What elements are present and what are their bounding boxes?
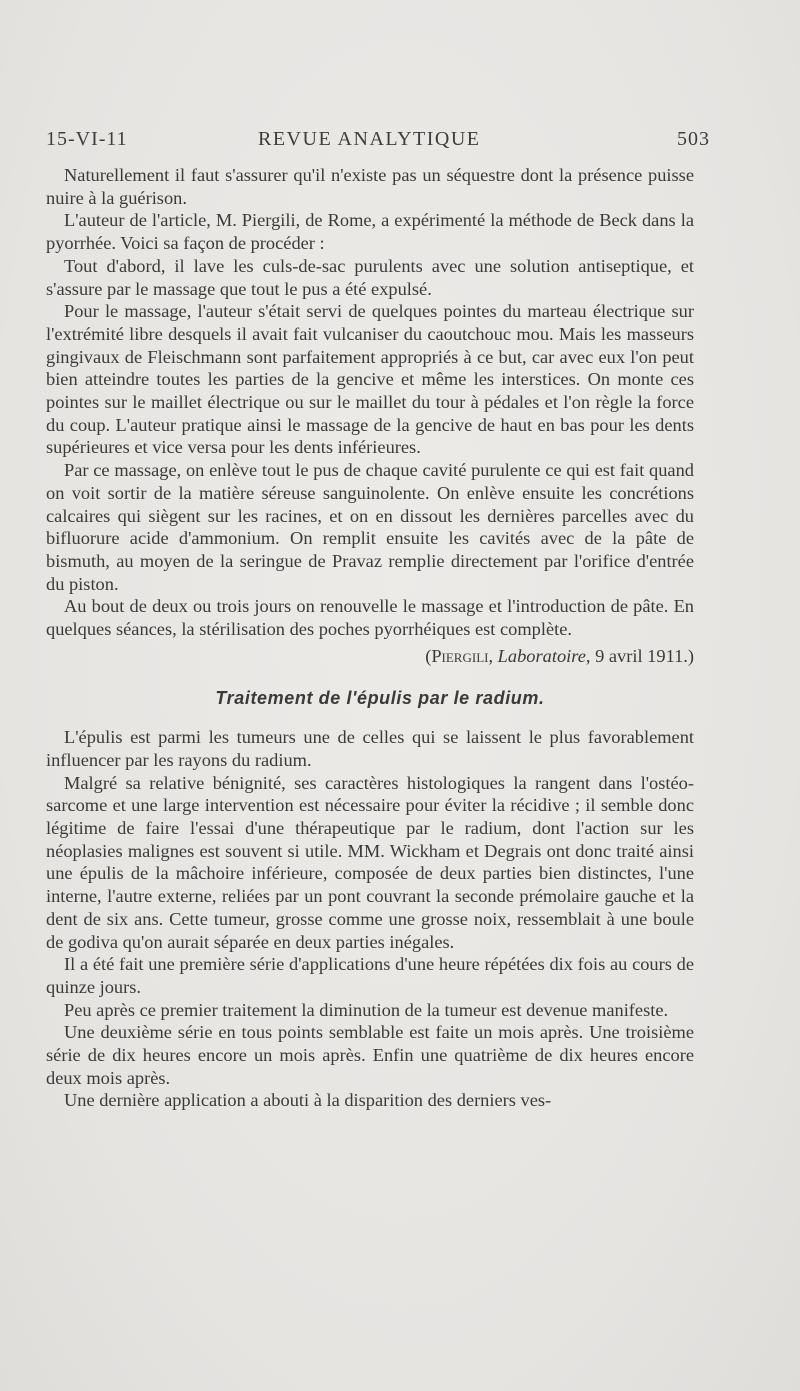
paragraph: Par ce massage, on enlève tout le pus de chaque cavité purulente ce qui est fait quand on voit sortir de la matière séreuse sanguinolente. On enlève ensuite les concrétions calcaires qui siègent sur les racines, et on en dissout les dernières parcelles avec du bifluorure acide d'ammonium. On remplit ensuite les cavités avec de la pâte de bismuth, au moyen de la seringue de Pravaz remplie directement par l'orifice d'entrée du piston. xyxy=(46,460,694,594)
paragraph: L'épulis est parmi les tumeurs une de celles qui se laissent le plus favorablement influencer par les rayons du radium. xyxy=(46,727,694,770)
citation-source: Laboratoire xyxy=(497,645,586,666)
paragraph: Naturellement il faut s'assurer qu'il n'existe pas un séquestre dont la présence puisse nuire à la guérison. xyxy=(46,165,694,208)
page-body xyxy=(46,164,694,1112)
paragraph: Pour le massage, l'auteur s'était servi de quelques pointes du marteau électrique sur l'extrémité libre desquels il avait fait vulcaniser du caoutchouc mou. Mais les masseurs gingivaux de Fleischmann sont parfaitement appropriés à ce but, car avec eux l'on peut bien atteindre toutes les parties de la gencive et même les interstices. On monte ces pointes sur le maillet électrique ou sur le maillet du tour à pédales et l'on règle la force du coup. L'auteur pratique ainsi le massage de la gencive de haut en bas pour les dents supérieures et vice versa pour les dents inférieures. xyxy=(46,301,694,458)
page-number: 503 xyxy=(677,128,710,150)
citation-date: , 9 avril 1911.) xyxy=(585,645,694,666)
citation xyxy=(46,645,694,668)
paragraph: L'auteur de l'article, M. Piergili, de Rome, a expérimenté la méthode de Beck dans la pyorrhée. Voici sa façon de procéder : xyxy=(46,210,694,254)
paragraph: Tout d'abord, il lave les culs-de-sac purulents avec une solution antiseptique, et s'assure par le massage que tout le pus a été expulsé. xyxy=(46,255,694,299)
citation-separator: , xyxy=(488,645,498,666)
paragraph: Peu après ce premier traitement la diminution de la tumeur est devenue manifeste. xyxy=(64,999,669,1020)
paragraph: Une deuxième série en tous points semblable est faite un mois après. Une troisième série de dix heures encore un mois après. Enfin une quatrième de dix heures encore deux mois après. xyxy=(46,1022,694,1088)
running-header xyxy=(46,128,710,154)
paragraph: Au bout de deux ou trois jours on renouvelle le massage et l'introduction de pâte. En quelques séances, la stérilisation des poches pyorrhéiques est complète. xyxy=(46,596,694,640)
paragraph: Une dernière application a abouti à la disparition des derniers ves- xyxy=(64,1090,552,1111)
journal-title: REVUE ANALYTIQUE xyxy=(258,128,481,150)
issue-date: 15-VI-11 xyxy=(46,128,128,150)
paragraph: Malgré sa relative bénignité, ses caractères histologiques la rangent dans l'ostéo-sarcome et une large intervention est nécessaire pour éviter la récidive ; il semble donc légitime de faire l'essai d'une thérapeutique par le radium, dont l'action sur les néoplasies malignes est souvent si utile. MM. Wickham et Degrais ont donc traité ainsi une épulis de la mâchoire inférieure, composée de deux parties bien distinctes, l'une interne, l'autre externe, reliées par un pont couvrant la seconde prémolaire gauche et la dent de six ans. Cette tumeur, grosse comme une grosse noix, ressemblait à une boule de godiva qu'on aurait séparée en deux parties inégales. xyxy=(46,772,694,952)
paragraph: Il a été fait une première série d'applications d'une heure répétées dix fois au cours de quinze jours. xyxy=(46,954,694,997)
section-title: Traitement de l'épulis par le radium. xyxy=(215,688,545,709)
citation-author: Piergili xyxy=(431,645,489,666)
citation-open: ( xyxy=(425,645,432,666)
